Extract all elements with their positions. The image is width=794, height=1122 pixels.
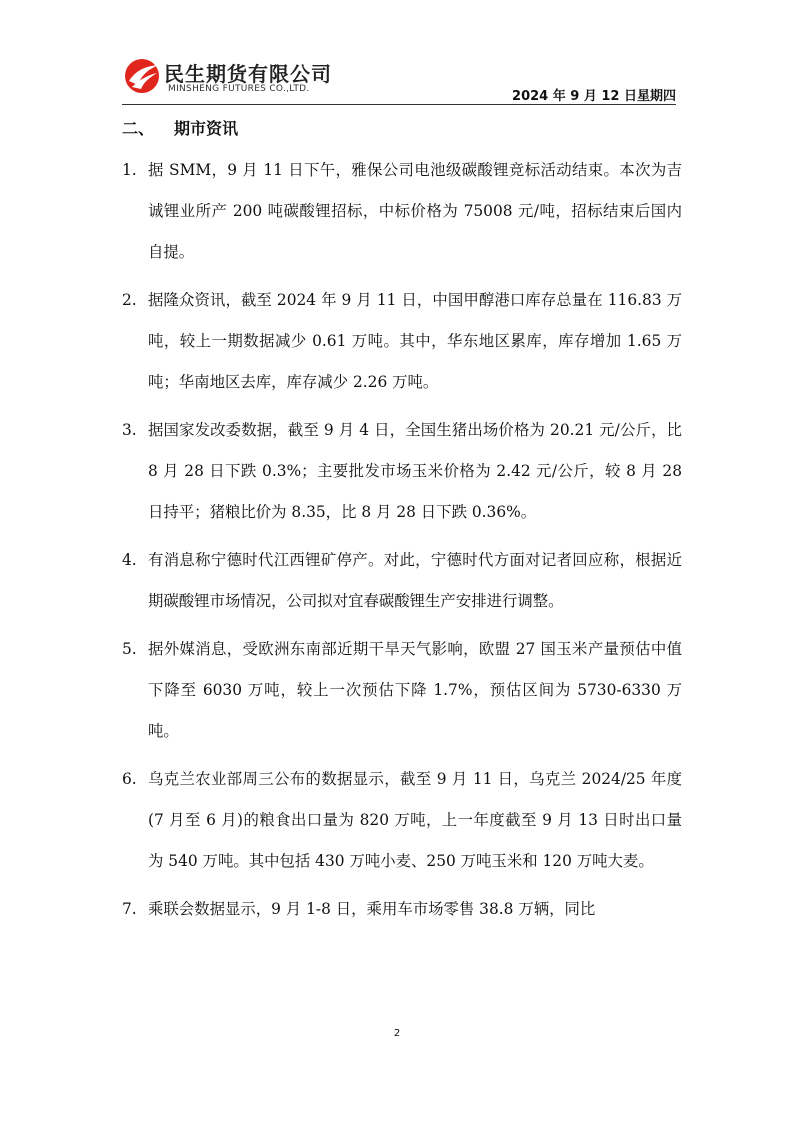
- item-index: 1.: [122, 161, 137, 179]
- report-date: 2024 年 9 月 12 日星期四: [512, 89, 676, 104]
- item-text: 乌克兰农业部周三公布的数据显示，截至 9 月 11 日，乌克兰 2024/25 年度(7 月至 6 月)的粮食出口量为 820 万吨，上一年度截至 9 月 13 日时出口量为 540 万吨。其中包括 430 万吨小麦、250 万吨玉米和 120 万吨大麦。: [148, 770, 682, 870]
- section-title: 期市资讯: [174, 119, 239, 138]
- item-index: 5.: [122, 640, 137, 658]
- item-text: 据外媒消息，受欧洲东南部近期干旱天气影响，欧盟 27 国玉米产量预估中值下降至 6030 万吨，较上一次预估下降 1.7%，预估区间为 5730-6330 万吨。: [148, 640, 682, 740]
- item-index: 6.: [122, 770, 137, 788]
- list-item: [122, 280, 682, 403]
- list-item: [122, 410, 682, 533]
- item-text: 据隆众资讯，截至 2024 年 9 月 11 日，中国甲醇港口库存总量在 116.83 万吨，较上一期数据减少 0.61 万吨。其中，华东地区累库，库存增加 1.65 万吨；华南地区去库，库存减少 2.26 万吨。: [148, 291, 682, 391]
- item-text: 据国家发改委数据，截至 9 月 4 日，全国生猪出场价格为 20.21 元/公斤，比 8 月 28 日下跌 0.3%；主要批发市场玉米价格为 2.42 元/公斤，较 8 月 28 日持平；猪粮比价为 8.35，比 8 月 28 日下跌 0.36%。: [148, 421, 682, 521]
- header-divider: [122, 104, 676, 105]
- item-index: 2.: [122, 291, 137, 309]
- company-logo-icon: [122, 56, 162, 96]
- item-text: 有消息称宁德时代江西锂矿停产。对此，宁德时代方面对记者回应称，根据近期碳酸锂市场情况，公司拟对宜春碳酸锂生产安排进行调整。: [148, 551, 682, 610]
- item-text: 乘联会数据显示，9 月 1-8 日，乘用车市场零售 38.8 万辆，同比: [148, 900, 596, 918]
- list-item: [122, 540, 682, 622]
- company-name-cn: 民生期货有限公司: [164, 62, 332, 86]
- news-list: [122, 150, 682, 937]
- list-item: [122, 629, 682, 752]
- company-name-en: MINSHENG FUTURES CO.,LTD.: [168, 84, 310, 94]
- item-index: 3.: [122, 421, 137, 439]
- item-index: 7.: [122, 900, 137, 918]
- page-number: 2: [393, 1028, 401, 1039]
- list-item: [122, 889, 682, 930]
- section-number: 二、: [122, 119, 155, 138]
- item-text: 据 SMM，9 月 11 日下午，雅保公司电池级碳酸锂竞标活动结束。本次为吉诚锂业所产 200 吨碳酸锂招标，中标价格为 75008 元/吨，招标结束后国内自提。: [148, 161, 682, 261]
- list-item: [122, 759, 682, 882]
- section-heading: [122, 116, 238, 139]
- page-header: [122, 52, 676, 104]
- list-item: [122, 150, 682, 273]
- item-index: 4.: [122, 551, 137, 569]
